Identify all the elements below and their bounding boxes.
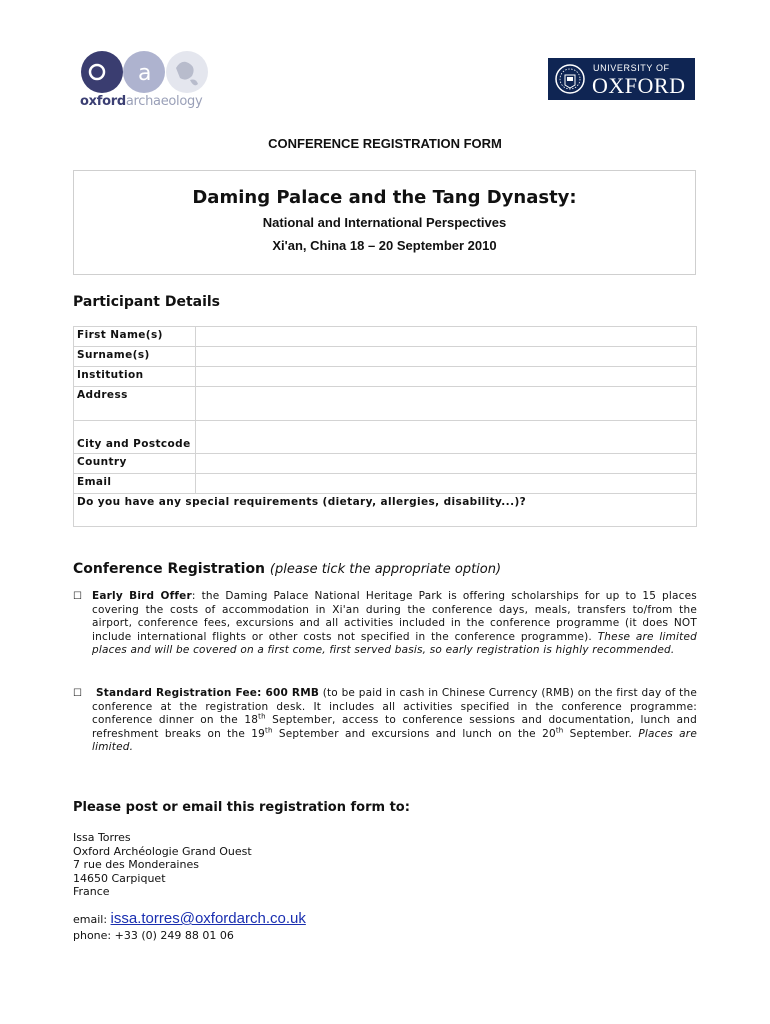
post-email-heading: Please post or email this registration form to:	[73, 800, 410, 815]
address-field[interactable]	[196, 387, 697, 421]
address-line: Oxford Archéologie Grand Ouest	[73, 844, 252, 858]
first-name-label: First Name(s)	[74, 327, 196, 347]
early-bird-title: Early Bird Offer	[92, 590, 192, 602]
oxford-archaeology-logo	[80, 50, 225, 112]
standard-fee-option: ☐ Standard Registration Fee: 600 RMB (to be paid in cash in Chinese Currency (RMB) on the first day of the conference at the registration desk. It includes all activities specified in the conference programme: conference dinner on the 18th September, access to conference sessions and documentation, lunch and refreshment breaks on the 19th September and excursions and lunch on the 20th September. Places are limited.	[73, 687, 697, 753]
table-row	[74, 347, 697, 367]
early-bird-text: : the Daming Palace National Heritage Park is offering scholarships for up to 15 places covering the costs of accommodation in Xi'an during the conference days, meals, transfers to/from the airport, conference fees, excursions and all activities included in the conference programme (it does NOT include international flights or other costs not specified in the conference programme).	[92, 590, 697, 643]
address-line: 14650 Carpiquet	[73, 871, 166, 885]
conference-subtitle: National and International Perspectives	[262, 215, 507, 230]
email-link[interactable]: issa.torres@oxfordarch.co.uk	[110, 910, 306, 927]
phone-number: +33 (0) 249 88 01 06	[114, 929, 234, 942]
early-bird-note: These are limited places and will be covered on a first come, first served basis, so early registration is highly recommended.	[92, 630, 698, 656]
conference-registration-heading: Conference Registration (please tick the appropriate option)	[73, 561, 502, 577]
standard-fee-title: Standard Registration Fee: 600 RMB	[96, 687, 320, 699]
city-postcode-field[interactable]	[196, 421, 697, 454]
table-row	[74, 387, 697, 421]
registration-instruction: (please tick the appropriate option)	[269, 562, 502, 577]
svg-text:a: a	[138, 61, 152, 86]
table-row	[74, 494, 697, 527]
early-bird-checkbox[interactable]: ☐	[73, 591, 83, 602]
institution-field[interactable]	[196, 367, 697, 387]
conference-location-dates: Xi'an, China 18 – 20 September 2010	[272, 238, 497, 253]
special-requirements-label: Do you have any special requirements (dietary, allergies, disability...)?	[77, 496, 527, 508]
city-postcode-label: City and Postcode	[74, 421, 196, 454]
standard-fee-checkbox[interactable]: ☐	[73, 688, 83, 699]
table-row	[74, 421, 697, 454]
phone-prefix: phone:	[73, 929, 115, 942]
participant-details-table	[73, 326, 697, 527]
country-field[interactable]	[196, 454, 697, 474]
contact-email-row	[73, 910, 306, 927]
surname-field[interactable]	[196, 347, 697, 367]
country-label: Country	[74, 454, 196, 474]
table-row	[74, 474, 697, 494]
oxford-crest-icon	[554, 63, 586, 95]
address-line: 7 rue des Monderaines	[73, 858, 199, 871]
table-row	[74, 327, 697, 347]
first-name-field[interactable]	[196, 327, 697, 347]
conference-title-box	[73, 170, 696, 275]
address-line: France	[73, 885, 110, 898]
university-of-label: UNIVERSITY OF	[593, 63, 670, 73]
surname-label: Surname(s)	[74, 347, 196, 367]
address-line: Issa Torres	[73, 831, 131, 844]
email-label: Email	[74, 474, 196, 494]
postal-address	[73, 831, 252, 899]
university-of-oxford-logo	[548, 58, 695, 100]
special-requirements-field[interactable]	[74, 494, 697, 527]
table-row	[74, 367, 697, 387]
table-row	[74, 454, 697, 474]
address-label: Address	[74, 387, 196, 421]
oxford-archaeology-wordmark: oxfordarchaeology	[80, 94, 203, 109]
contact-phone-row	[73, 929, 234, 942]
early-bird-option	[73, 590, 698, 658]
participant-details-heading: Participant Details	[73, 294, 221, 310]
conference-title: Daming Palace and the Tang Dynasty:	[192, 187, 577, 208]
institution-label: Institution	[74, 367, 196, 387]
email-field[interactable]	[196, 474, 697, 494]
email-prefix: email:	[73, 913, 111, 926]
oxford-label: OXFORD	[592, 73, 686, 98]
standard-fee-note: Places are limited.	[92, 727, 697, 753]
oxford-archaeology-circles-icon	[80, 50, 220, 94]
form-title: CONFERENCE REGISTRATION FORM	[268, 136, 502, 151]
